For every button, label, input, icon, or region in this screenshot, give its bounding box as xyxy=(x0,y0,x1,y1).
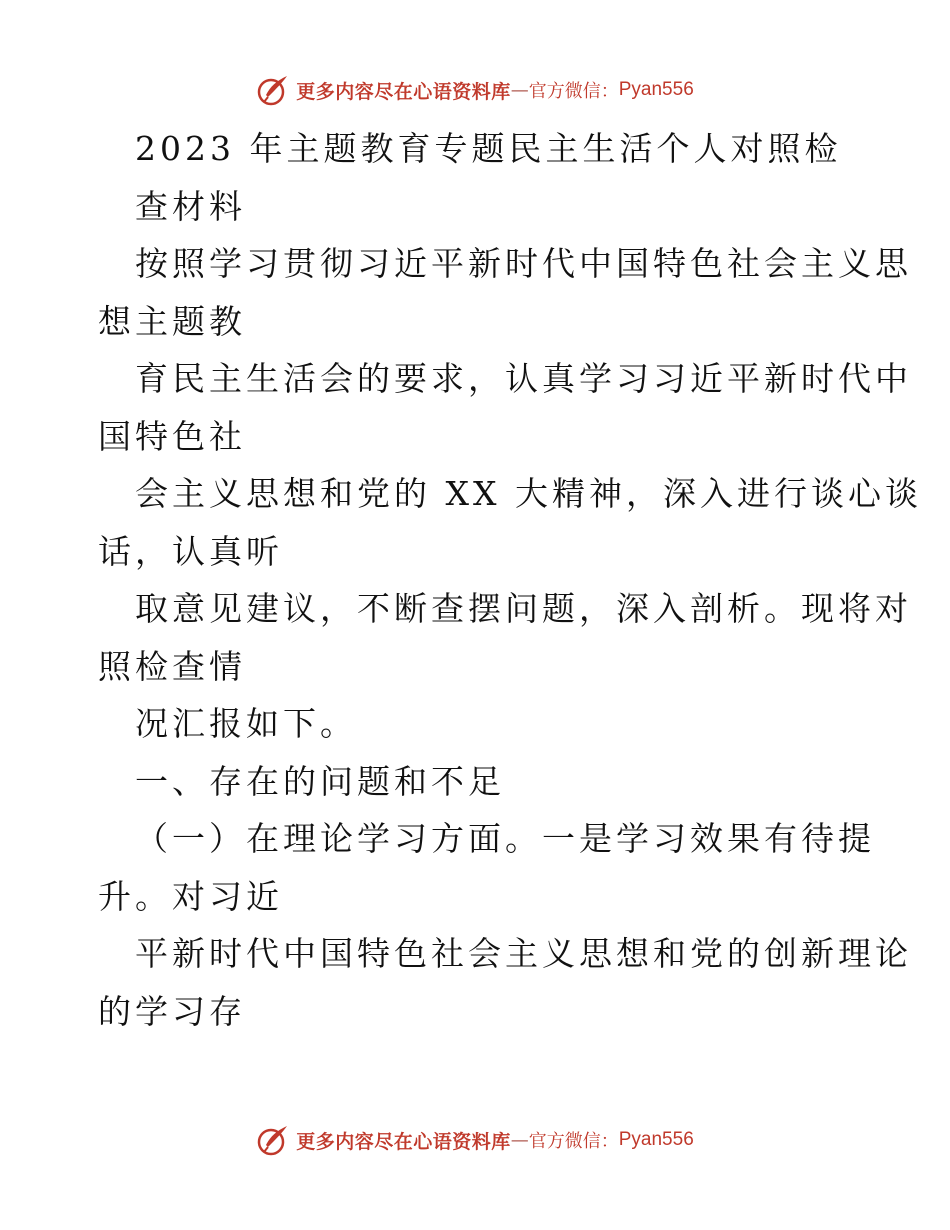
footer-watermark xyxy=(0,1120,950,1160)
doc-line: 升。对习近 xyxy=(98,876,283,916)
doc-line: 育民主生活会的要求，认真学习习近平新时代中 xyxy=(135,359,912,398)
doc-line: 照检查情 xyxy=(98,646,246,686)
doc-line: 况汇报如下。 xyxy=(135,704,357,743)
banner-separator: — xyxy=(510,79,529,101)
doc-line: 平新时代中国特色社会主义思想和党的创新理论 xyxy=(135,934,912,973)
doc-line: 国特色社 xyxy=(98,416,246,456)
quill-logo-icon xyxy=(256,1123,290,1157)
doc-line: 2023 年主题教育专题民主生活个人对照检 xyxy=(135,129,842,168)
document-body xyxy=(98,120,922,1040)
doc-line: 取意见建议，不断查摆问题，深入剖析。现将对 xyxy=(135,589,912,628)
doc-line: 的学习存 xyxy=(98,991,246,1031)
doc-line: 话，认真听 xyxy=(98,531,283,571)
quill-logo-icon xyxy=(256,73,290,107)
banner-text: 更多内容尽在心语资料库 xyxy=(296,80,511,103)
banner-wechat-id: Pyan556 xyxy=(618,79,694,100)
banner-text: 更多内容尽在心语资料库 xyxy=(296,1130,511,1153)
doc-line: 查材料 xyxy=(135,186,246,226)
header-watermark xyxy=(0,70,950,110)
banner-wechat-label: 官方微信： xyxy=(528,1131,619,1152)
doc-line: 会主义思想和党的 XX 大精神，深入进行谈心谈 xyxy=(135,474,922,513)
banner-separator: — xyxy=(510,1129,529,1151)
banner-wechat-id: Pyan556 xyxy=(618,1129,694,1150)
section-heading: 一、存在的问题和不足 xyxy=(135,761,505,801)
doc-line: 想主题教 xyxy=(98,301,246,341)
doc-line: （一）在理论学习方面。一是学习效果有待提 xyxy=(135,819,875,858)
banner-wechat-label: 官方微信： xyxy=(528,81,619,102)
doc-line: 按照学习贯彻习近平新时代中国特色社会主义思 xyxy=(135,244,912,283)
